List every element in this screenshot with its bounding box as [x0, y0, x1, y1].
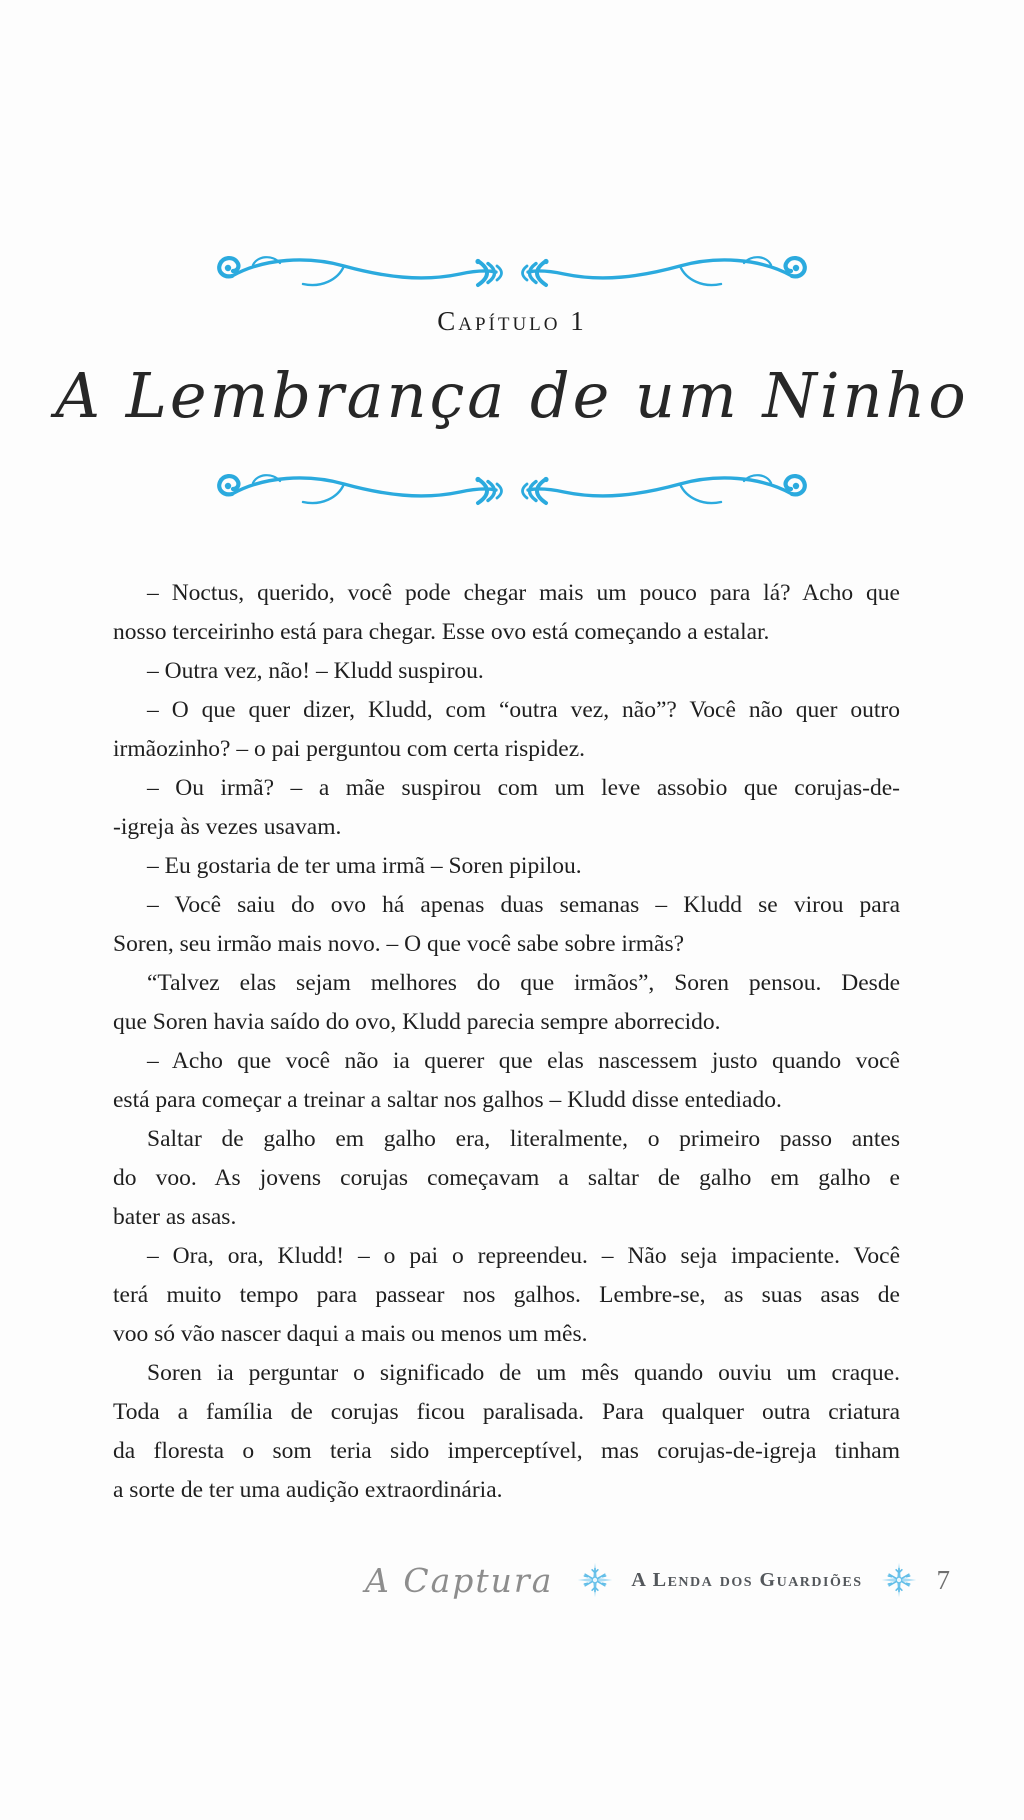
snowflake-icon	[881, 1562, 917, 1598]
text-line: “Talvez elas sejam melhores do que irmãos”, Soren pensou. Desde	[147, 970, 900, 996]
body-text	[113, 574, 900, 1510]
flourish-divider-bottom-icon	[216, 469, 808, 513]
text-line: – Eu gostaria de ter uma irmã – Soren pipilou.	[147, 853, 582, 879]
text-line: Toda a família de corujas ficou paralisada. Para qualquer outra criatura	[113, 1399, 900, 1425]
text-line: está para começar a treinar a saltar nos galhos – Kludd disse entediado.	[113, 1087, 782, 1113]
chapter-title: A Lembrança de um Ninho	[55, 359, 969, 432]
text-line: – Você saiu do ovo há apenas duas semanas – Kludd se virou para	[147, 892, 900, 918]
text-line: do voo. As jovens corujas começavam a saltar de galho em galho e	[113, 1165, 900, 1191]
page-number: 7	[936, 1564, 950, 1595]
text-line: -igreja às vezes usavam.	[113, 814, 342, 840]
text-line: que Soren havia saído do ovo, Kludd parecia sempre aborrecido.	[113, 1009, 721, 1035]
snowflake-icon	[577, 1562, 613, 1598]
text-line: – O que quer dizer, Kludd, com “outra vez, não”? Você não quer outro	[147, 697, 900, 723]
text-line: da floresta o som teria sido imperceptível, mas corujas-de-igreja tinham	[113, 1438, 900, 1464]
text-line: – Noctus, querido, você pode chegar mais um pouco para lá? Acho que	[147, 580, 900, 606]
text-line: voo só vão nascer daqui a mais ou menos um mês.	[113, 1321, 588, 1347]
page-footer	[365, 1554, 950, 1606]
flourish-divider-top-icon	[216, 251, 808, 295]
text-line: irmãozinho? – o pai perguntou com certa rispidez.	[113, 736, 586, 762]
text-line: – Ou irmã? – a mãe suspirou com um leve assobio que corujas-de-	[147, 775, 900, 801]
book-title-script: A Captura	[365, 1560, 554, 1600]
text-line: a sorte de ter uma audição extraordinária.	[113, 1477, 503, 1503]
text-line: Saltar de galho em galho era, literalmente, o primeiro passo antes	[147, 1126, 900, 1152]
text-line: – Ora, ora, Kludd! – o pai o repreendeu. – Não seja impaciente. Você	[147, 1243, 900, 1269]
text-line: nosso terceirinho está para chegar. Esse ovo está começando a estalar.	[113, 619, 770, 645]
text-line: Soren, seu irmão mais novo. – O que você sabe sobre irmãs?	[113, 931, 685, 957]
chapter-label: Capítulo 1	[437, 306, 587, 336]
text-line: – Acho que você não ia querer que elas nascessem justo quando você	[147, 1048, 900, 1074]
series-title: A Lenda dos Guardiões	[631, 1568, 863, 1591]
text-line: terá muito tempo para passear nos galhos. Lembre-se, as suas asas de	[113, 1282, 900, 1308]
text-line: – Outra vez, não! – Kludd suspirou.	[147, 658, 484, 684]
text-line: Soren ia perguntar o significado de um mês quando ouviu um craque.	[147, 1360, 900, 1386]
text-line: bater as asas.	[113, 1204, 237, 1230]
